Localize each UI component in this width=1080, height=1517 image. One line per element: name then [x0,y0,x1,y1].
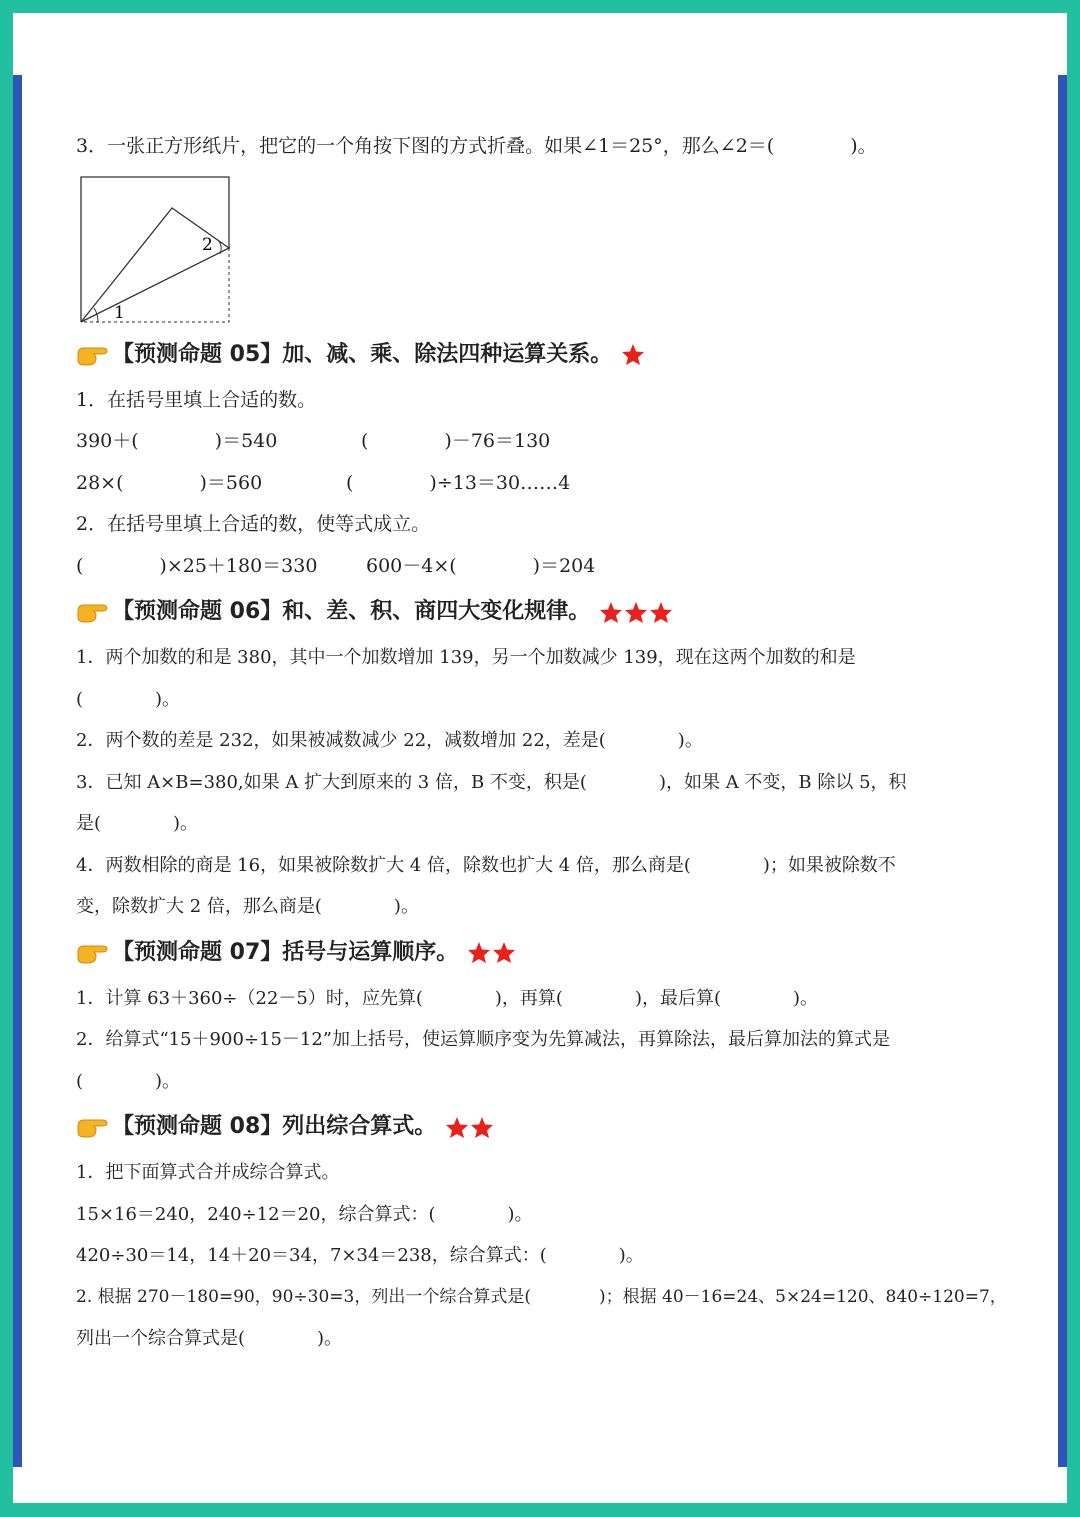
section-08-title: 【预测命题 08】列出综合算式。 [112,1114,437,1139]
section-05-heading [76,330,1016,380]
angle-2-label: 2 [202,234,213,255]
worksheet-content [76,126,1016,1360]
question-line: 是( )。 [76,813,199,834]
star-icon [621,343,645,366]
star-icon [470,1116,494,1139]
difficulty-stars [620,343,645,366]
question-line: 15×16＝240，240÷12＝20，综合算式：( )。 [76,1203,533,1225]
pointing-hand-icon [76,940,110,966]
star-icon [445,1116,469,1139]
question-line: ( )。 [76,688,181,710]
difficulty-stars [598,601,673,624]
section-06-title: 【预测命题 06】和、差、积、商四大变化规律。 [112,599,591,624]
question-line: 变，除数扩大 2 倍，那么商是( )。 [76,896,419,917]
folded-square-diagram [76,172,236,324]
section-08-heading [76,1102,1016,1152]
section-05-title: 【预测命题 05】加、减、乘、除法四种运算关系。 [112,341,613,367]
angle-1-label: 1 [114,302,125,323]
right-border-bar [1058,75,1067,1467]
question-line: ( )×25＋180＝330 600－4×( )＝204 [76,554,596,577]
question-line: 3．已知 A×B=380,如果 A 扩大到原来的 3 倍，B 不变，积是( )，如果 A 不变，B 除以 5，积 [76,771,907,793]
question-line: 420÷30＝14，14＋20＝34，7×34＝238，综合算式：( )。 [76,1245,644,1266]
question-line: 1．在括号里填上合适的数。 [76,388,317,411]
question-line: 1．两个加数的和是 380，其中一个加数增加 139，另一个加数减少 139，现在这两个加数的和是 [76,647,856,668]
star-icon [492,941,516,964]
pointing-hand-icon [76,599,110,625]
question-line: 2. 根据 270－180=90，90÷30=3，列出一个综合算式是( )；根据 40－16=24、5×24=120、840÷120=7， [76,1286,1007,1307]
section-06-heading [76,587,1016,637]
question-line: 4．两数相除的商是 16，如果被除数扩大 4 倍，除数也扩大 4 倍，那么商是( )；如果被除数不 [76,854,896,876]
question-line: 1．计算 63＋360÷（22－5）时，应先算( )，再算( )，最后算( )。 [76,987,819,1009]
question-line: 列出一个综合算式是( )。 [76,1328,343,1349]
difficulty-stars [466,941,516,964]
fold-figure [76,172,1016,330]
folded-triangle [81,208,229,322]
question-line: 2．给算式“15＋900÷15－12”加上括号，使运算顺序变为先算减法，再算除法，最后算加法的算式是 [76,1029,891,1050]
question-line: 1．把下面算式合并成综合算式。 [76,1162,340,1183]
section-07-heading [76,928,1016,978]
star-icon [467,941,491,964]
star-icon [649,601,673,624]
star-icon [624,601,648,624]
pointing-hand-icon [76,342,110,368]
difficulty-stars [444,1116,494,1139]
question-line: ( )。 [76,1070,181,1092]
question-line: 2．在括号里填上合适的数，使等式成立。 [76,513,431,535]
question-line: 390＋( )＝540 ( )－76＝130 [76,430,551,452]
page-sheet [13,13,1067,1503]
q3-intro: 3．一张正方形纸片，把它的一个角按下图的方式折叠。如果∠1＝25°，那么∠2＝( )。 [76,135,877,157]
star-icon [599,601,623,624]
question-line: 28×( )＝560 ( )÷13＝30……4 [76,471,571,494]
section-07-title: 【预测命题 07】括号与运算顺序。 [112,939,459,965]
question-line: 2．两个数的差是 232，如果被减数减少 22，减数增加 22，差是( )。 [76,730,703,751]
pointing-hand-icon [76,1114,110,1140]
left-border-bar [13,75,22,1467]
